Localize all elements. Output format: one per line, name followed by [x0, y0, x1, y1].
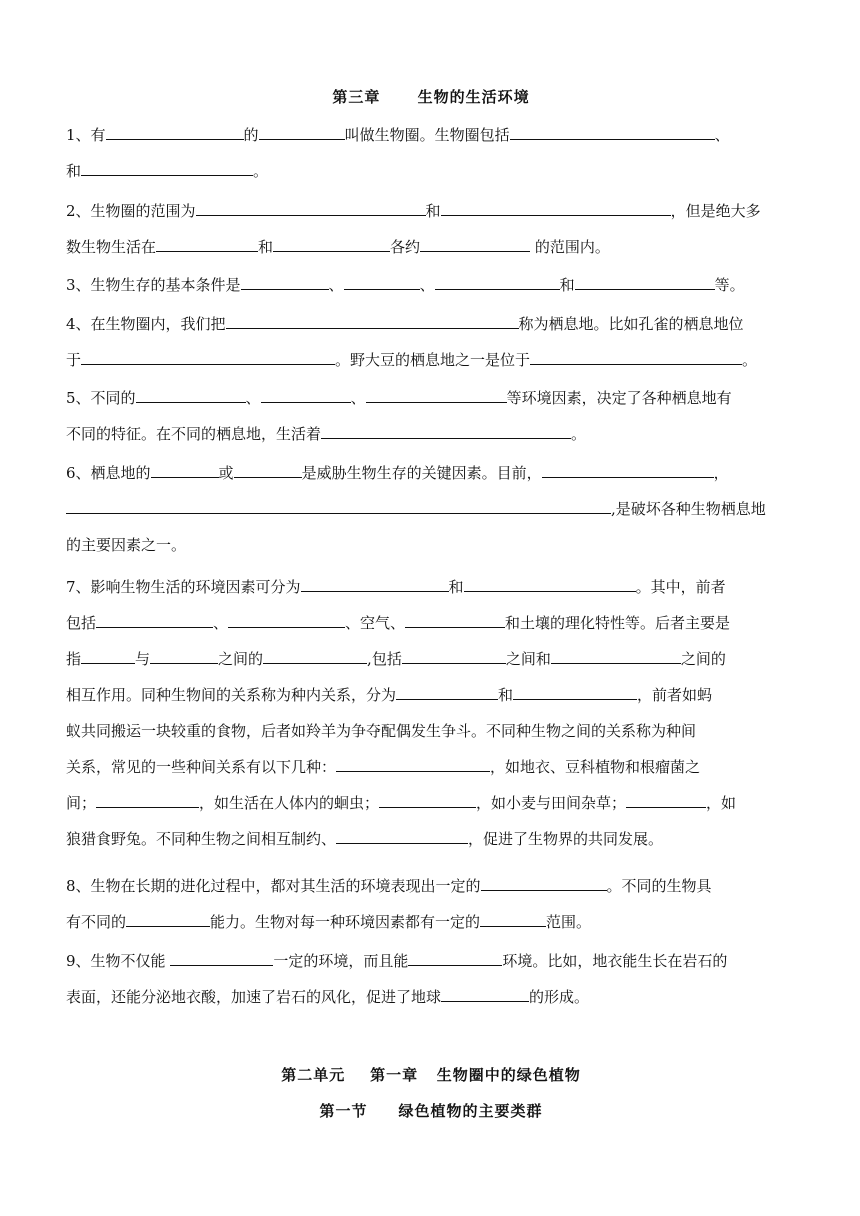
q4-text: 于 [66, 351, 82, 369]
answer-blank[interactable] [420, 234, 530, 252]
answer-blank[interactable] [259, 122, 345, 140]
q7-text: ，如地衣、豆科植物和根瘤菌之 [490, 758, 701, 776]
q1-text: 的 [243, 126, 259, 144]
q9-text: 一定的环境，而且能 [273, 952, 409, 970]
answer-blank[interactable] [96, 610, 213, 628]
answer-blank[interactable] [435, 272, 560, 290]
q7-text: 关系，常见的一些种间关系有以下几种： [66, 758, 337, 776]
q9-text: 的形成。 [529, 988, 590, 1006]
q7-text: 相互作用。同种生物间的关系称为种内关系，分为 [66, 686, 397, 704]
answer-blank[interactable] [366, 385, 507, 403]
answer-blank[interactable] [226, 311, 519, 329]
q8-text: 8、生物在长期的进化过程中，都对其生活的环境表现出一定的 [66, 877, 481, 895]
q7-text: ，如小麦与田间杂草； [476, 794, 627, 812]
q5-text: 5、不同的 [66, 389, 136, 407]
answer-blank[interactable] [96, 790, 199, 808]
answer-blank[interactable] [510, 122, 715, 140]
q5-text: 不同的特征。在不同的栖息地，生活着 [66, 425, 322, 443]
q2-text: ，但是绝大多 [670, 202, 761, 220]
answer-blank[interactable] [336, 754, 490, 772]
q7-text: 7、影响生物生活的环境因素可分为 [66, 578, 301, 596]
q5-text: 等环境因素，决定了各种栖息地有 [506, 389, 732, 407]
q9-text: 表面，还能分泌地衣酸，加速了岩石的风化，促进了地球 [66, 988, 442, 1006]
answer-blank[interactable] [81, 158, 253, 176]
q7-text: ，前者如蚂 [637, 686, 713, 704]
answer-blank[interactable] [405, 610, 505, 628]
q7-text: ,包括 [367, 650, 402, 668]
q6-text: 的主要因素之一。 [66, 536, 187, 554]
q9-text: 9、生物不仅能 [66, 952, 171, 970]
q6-text: 是威胁生物生存的关键因素。目前， [301, 464, 542, 482]
q3-text: 、 [419, 276, 435, 294]
q2-text: 数生物生活在 [66, 238, 157, 256]
q7-text: ，促进了生物界的共同发展。 [468, 830, 664, 848]
q3-text: 等。 [714, 276, 745, 294]
answer-blank[interactable] [150, 646, 218, 664]
q5-text: 、 [245, 389, 261, 407]
answer-blank[interactable] [196, 198, 426, 216]
question-3 [66, 267, 796, 303]
question-7 [66, 569, 796, 857]
answer-blank[interactable] [241, 272, 329, 290]
answer-blank[interactable] [234, 460, 302, 478]
section-title: 第一节 绿色植物的主要类群 [319, 1102, 543, 1120]
q6-text: ， [713, 464, 729, 482]
q7-text: ，如生活在人体内的蛔虫； [199, 794, 380, 812]
answer-blank[interactable] [106, 122, 244, 140]
answer-blank[interactable] [513, 682, 637, 700]
q7-text: 指 [66, 650, 82, 668]
q2-text: 2、生物圈的范围为 [66, 202, 196, 220]
q5-text: 、 [350, 389, 366, 407]
q7-text: 包括 [66, 614, 97, 632]
q7-text: 蚁共同搬运一块较重的食物，后者如羚羊为争夺配偶发生争斗。不同种生物之间的关系称为种间 [66, 722, 697, 740]
answer-blank[interactable] [261, 385, 351, 403]
q1-text: 叫做生物圈。生物圈包括 [344, 126, 510, 144]
answer-blank[interactable] [441, 984, 529, 1002]
answer-blank[interactable] [542, 460, 714, 478]
q7-text: 、空气、 [345, 614, 406, 632]
answer-blank[interactable] [66, 496, 611, 514]
answer-blank[interactable] [263, 646, 367, 664]
question-4 [66, 306, 796, 378]
answer-blank[interactable] [273, 234, 390, 252]
question-9 [66, 943, 796, 1015]
q4-text: 。野大豆的栖息地之一是位于 [335, 351, 531, 369]
q5-text: 。 [571, 425, 587, 443]
answer-blank[interactable] [530, 347, 742, 365]
answer-blank[interactable] [480, 909, 546, 927]
q7-text: 与 [135, 650, 151, 668]
question-8 [66, 868, 796, 940]
answer-blank[interactable] [464, 574, 636, 592]
answer-blank[interactable] [441, 198, 671, 216]
answer-blank[interactable] [481, 873, 607, 891]
answer-blank[interactable] [379, 790, 476, 808]
q1-text: 。 [253, 162, 269, 180]
answer-blank[interactable] [81, 646, 135, 664]
question-1 [66, 117, 796, 189]
q8-text: 能力。生物对每一种环境因素都有一定的 [210, 913, 481, 931]
answer-blank[interactable] [301, 574, 449, 592]
q4-text: 称为栖息地。比如孔雀的栖息地位 [518, 315, 744, 333]
question-5 [66, 380, 796, 452]
answer-blank[interactable] [170, 948, 273, 966]
q6-text: 6、栖息地的 [66, 464, 151, 482]
question-6 [66, 455, 796, 563]
q7-text: 和 [498, 686, 514, 704]
q1-text: 1、有 [66, 126, 106, 144]
answer-blank[interactable] [126, 909, 210, 927]
chapter-title: 第三章 生物的生活环境 [332, 88, 530, 106]
q9-text: 环境。比如，地衣能生长在岩石的 [502, 952, 728, 970]
q8-text: 。不同的生物具 [606, 877, 712, 895]
q7-text: 间； [66, 794, 97, 812]
q3-text: 和 [559, 276, 575, 294]
answer-blank[interactable] [575, 272, 715, 290]
q1-text: 和 [66, 162, 82, 180]
answer-blank[interactable] [551, 646, 681, 664]
answer-blank[interactable] [408, 948, 502, 966]
q7-text: 之间的 [680, 650, 726, 668]
question-2 [66, 193, 796, 265]
q8-text: 范围。 [546, 913, 592, 931]
answer-blank[interactable] [336, 826, 468, 844]
q4-text: 4、在生物圈内，我们把 [66, 315, 226, 333]
q7-text: ，如 [706, 794, 737, 812]
q7-text: 狼猎食野兔。不同种生物之间相互制约、 [66, 830, 337, 848]
answer-blank[interactable] [626, 790, 706, 808]
q6-text: ,是破坏各种生物栖息地 [611, 500, 766, 518]
q2-text: 的范围内。 [530, 238, 610, 256]
answer-blank[interactable] [156, 234, 258, 252]
answer-blank[interactable] [81, 347, 335, 365]
answer-blank[interactable] [344, 272, 420, 290]
unit-title: 第二单元 第一章 生物圈中的绿色植物 [281, 1066, 581, 1084]
answer-blank[interactable] [402, 646, 506, 664]
q3-text: 3、生物生存的基本条件是 [66, 276, 241, 294]
q7-text: 之间和 [505, 650, 551, 668]
q4-text: 。 [742, 351, 758, 369]
answer-blank[interactable] [136, 385, 246, 403]
q7-text: 。其中，前者 [635, 578, 726, 596]
q2-text: 和 [425, 202, 441, 220]
q8-text: 有不同的 [66, 913, 127, 931]
q2-text: 和 [258, 238, 274, 256]
q3-text: 、 [328, 276, 344, 294]
answer-blank[interactable] [151, 460, 219, 478]
answer-blank[interactable] [228, 610, 345, 628]
q2-text: 各约 [390, 238, 421, 256]
q6-text: 或 [218, 464, 234, 482]
q7-text: 和 [448, 578, 464, 596]
q7-text: 和土壤的理化特性等。后者主要是 [505, 614, 731, 632]
answer-blank[interactable] [396, 682, 498, 700]
q1-text: 、 [714, 126, 730, 144]
q7-text: 之间的 [218, 650, 264, 668]
answer-blank[interactable] [321, 421, 571, 439]
q7-text: 、 [213, 614, 229, 632]
